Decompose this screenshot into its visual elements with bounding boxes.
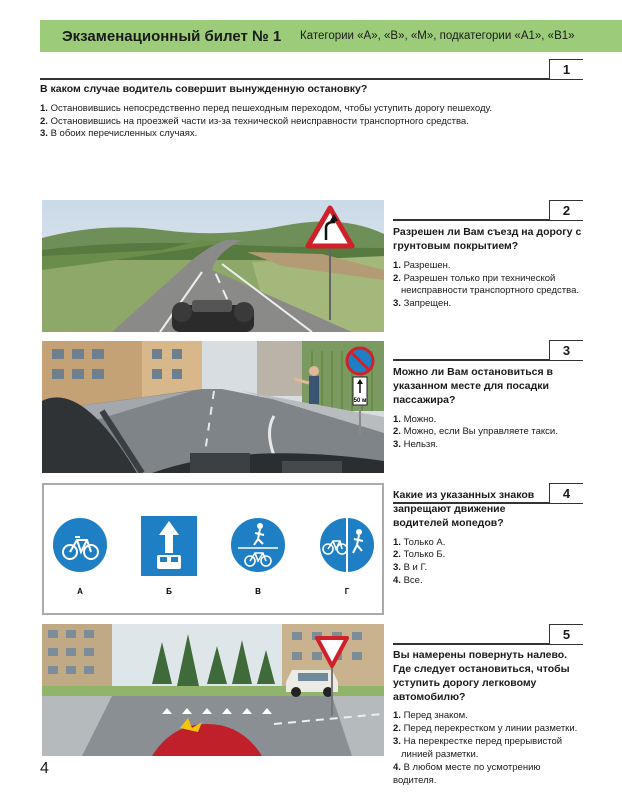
- question-number-badge: 5: [549, 624, 583, 644]
- answer-option[interactable]: 2. Разрешен только при технической неисправности транспортного средства.: [393, 272, 580, 297]
- question-4: [393, 489, 583, 588]
- question-number-badge: 1: [549, 59, 583, 79]
- ticket-title: Экзаменационный билет № 1: [62, 27, 282, 45]
- sign-label: А: [77, 587, 83, 596]
- question-number-badge: 2: [549, 200, 583, 220]
- ticket-header: [40, 20, 622, 52]
- sign-plate-text: 50 м: [353, 398, 367, 404]
- answer-option[interactable]: 4. В любом месте по усмотрению водителя.: [393, 761, 541, 786]
- question-2: [393, 226, 583, 311]
- question-text: Вы намерены повернуть налево. Где следует остановиться, чтобы уступить дорогу легковому автомобилю?: [393, 649, 570, 703]
- ticket-categories: Категории «А», «В», «М», подкатегории «А1», «В1»: [300, 30, 575, 42]
- answer-option[interactable]: 3. В и Г.: [393, 562, 428, 574]
- question-4-signs: [42, 483, 384, 615]
- sign-a-bicycle-path: [52, 517, 108, 573]
- answer-option[interactable]: 4. Все.: [393, 575, 423, 587]
- answer-option[interactable]: 3. На перекрестке перед прерывистой линией разметки.: [393, 736, 563, 760]
- question-1: [40, 83, 580, 141]
- sign-label: В: [255, 587, 261, 596]
- sign-g-separated-path: [319, 517, 375, 573]
- sign-b-bus-lane: [140, 515, 198, 577]
- question-number-badge: 3: [549, 340, 583, 360]
- answer-option[interactable]: 3. Запрещен.: [393, 298, 452, 310]
- question-text: Какие из указанных знаков запрещают движение водителей мопедов?: [393, 489, 535, 529]
- question-3-illustration: [42, 341, 384, 473]
- answer-option[interactable]: 1. Разрешен.: [393, 259, 451, 271]
- page-number: 4: [40, 760, 49, 777]
- sign-label: Г: [344, 587, 350, 596]
- answer-option[interactable]: 2. Перед перекрестком у линии разметки.: [393, 723, 578, 735]
- question-2-illustration: [42, 200, 384, 332]
- question-text: Разрешен ли Вам съезд на дорогу с грунтовым покрытием?: [393, 226, 582, 252]
- question-5: [393, 649, 583, 787]
- divider: [40, 78, 583, 80]
- question-5-illustration: [42, 624, 384, 756]
- answer-option[interactable]: 2. Можно, если Вы управляете такси.: [393, 426, 558, 438]
- answer-option[interactable]: 2. Только Б.: [393, 549, 446, 561]
- sign-v-pedestrian-bicycle: [230, 517, 286, 573]
- question-text: Можно ли Вам остановиться в указанном месте для посадки пассажира?: [393, 366, 553, 406]
- question-text: В каком случае водитель совершит вынужденную остановку?: [40, 83, 368, 95]
- answer-option[interactable]: 1. Только А.: [393, 536, 446, 548]
- question-number-badge: 4: [549, 483, 583, 503]
- answer-option[interactable]: 1. Остановившись непосредственно перед пешеходным переходом, чтобы уступить дорогу пешеходу.: [40, 102, 492, 114]
- answer-option[interactable]: 1. Можно.: [393, 413, 437, 425]
- answer-option[interactable]: 1. Перед знаком.: [393, 710, 468, 722]
- answer-option[interactable]: 3. В обоих перечисленных случаях.: [40, 128, 198, 140]
- answer-option[interactable]: 3. Нельзя.: [393, 439, 439, 451]
- answer-option[interactable]: 2. Остановившись на проезжей части из-за технической неисправности транспортного средства.: [40, 115, 469, 127]
- sign-label: Б: [166, 587, 172, 596]
- question-3: [393, 366, 583, 452]
